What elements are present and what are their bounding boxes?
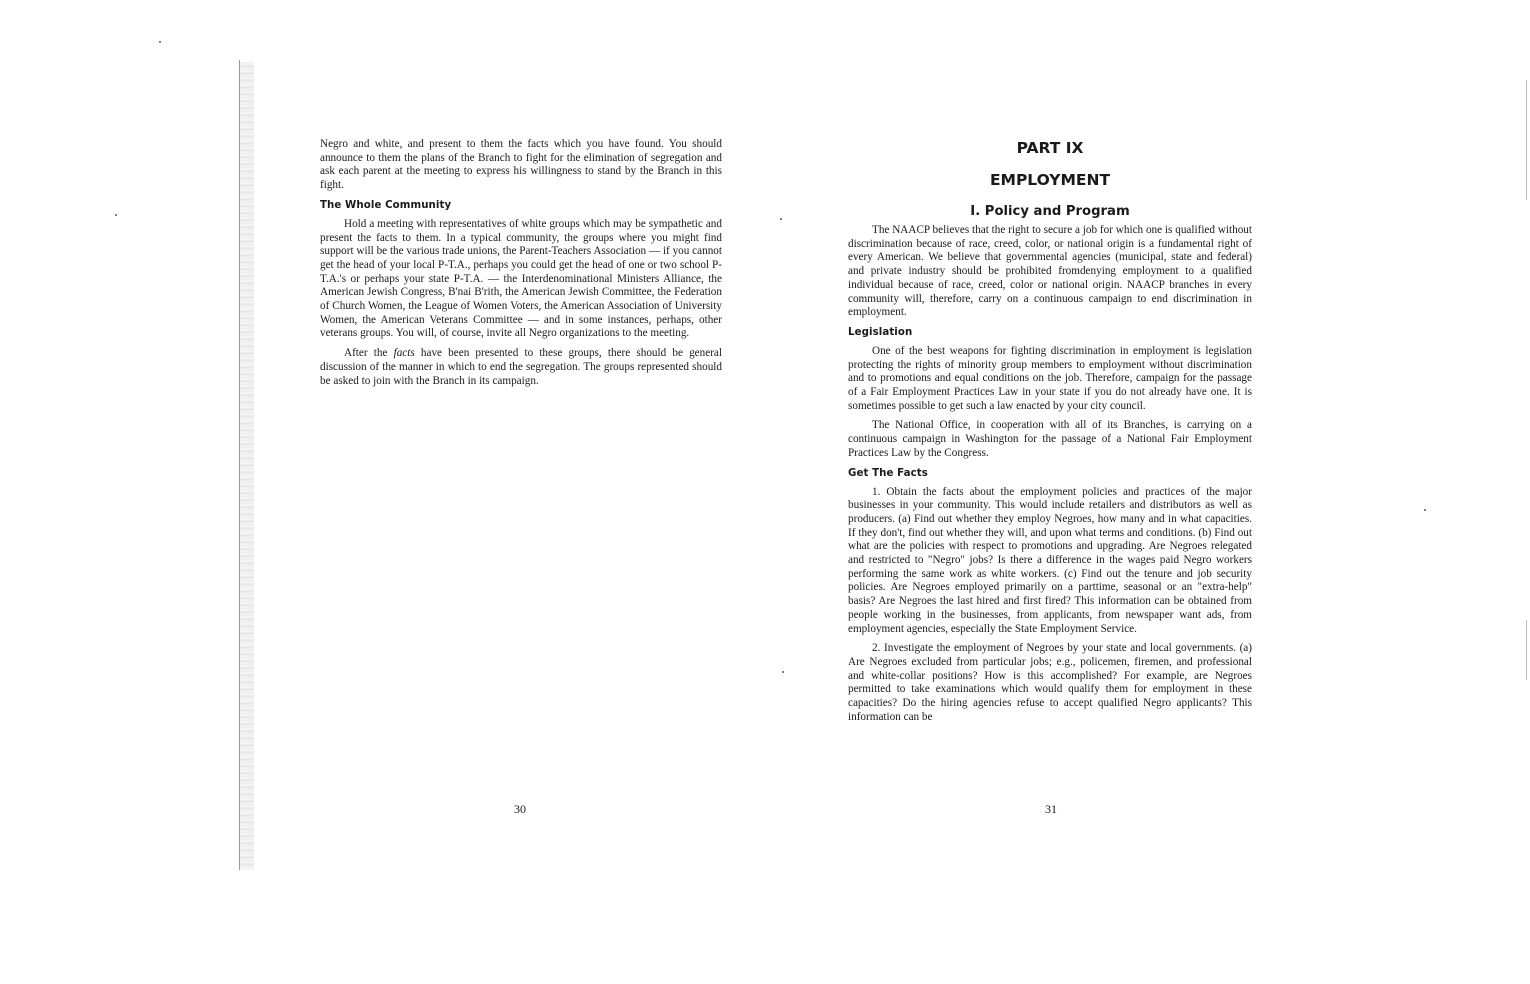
- chapter-title: EMPLOYMENT: [989, 171, 1111, 189]
- part-title: PART IX: [1016, 139, 1084, 157]
- text-run: After the: [344, 347, 394, 360]
- text-run: have been presented to these groups, there should be general discussion of the manner in which to end the segregation. The groups represented should be asked to join with the Branch in its campaign.: [320, 347, 722, 387]
- book-binding-shadow: [240, 62, 254, 870]
- section-title: I. Policy and Program: [970, 204, 1130, 219]
- paragraph-intro: Negro and white, and present to them the facts which you have found. You should announce to them the plans of the Branch to fight for the elimination of segregation and ask each parent at the meeting to express his willingness to stand by the Branch in this fight.: [320, 138, 722, 192]
- scan-speck: [115, 214, 117, 216]
- scan-speck: [782, 671, 784, 673]
- paragraph-policy: The NAACP believes that the right to secure a job for which one is qualified without discrimination because of race, creed, color, or national origin is a fundamental right of every American. We believe that governmental agencies (municipal, state and federal) and private industry should be prohibited fromdenying employment to a qualified individual because of race, creed, color or national origin. NAACP branches in every community will, therefore, carry on a continuous campaign to end discrimination in employment.: [848, 224, 1252, 319]
- right-page: [848, 138, 1252, 725]
- right-edge-mark: [1526, 620, 1527, 680]
- scan-speck: [159, 41, 161, 43]
- page-number-left: 30: [514, 802, 526, 816]
- scan-speck: [780, 218, 782, 220]
- paragraph-after-facts: [320, 347, 722, 388]
- right-edge-mark: [1526, 80, 1527, 200]
- heading-legislation: Legislation: [848, 326, 913, 338]
- paragraph-hold-meeting: Hold a meeting with representatives of white groups which may be sympathetic and present the facts to them. In a typical community, the groups where you might find support will be the various trade unions, the Parent-Teachers Association — if you cannot get the head of your local P-T.A., perhaps you could get the head of one or two school P-T.A.'s or perhaps your state P-T.A. — the Interdenominational Ministers Alliance, the American Jewish Congress, B'nai B'rith, the American Jewish Committee, the Federation of Church Women, the League of Women Voters, the American Association of University Women, the American Veterans Committee — and in some instances, perhaps, other veterans groups. You will, of course, invite all Negro organizations to the meeting.: [320, 217, 722, 340]
- left-page: [320, 138, 722, 388]
- italic-facts: facts: [393, 347, 415, 360]
- heading-whole-community: The Whole Community: [320, 199, 452, 211]
- heading-get-facts: Get The Facts: [848, 467, 928, 479]
- paragraph-legislation-2: The National Office, in cooperation with all of its Branches, is carrying on a continuous campaign in Washington for the passage of a National Fair Employment Practices Law by the Congress.: [848, 419, 1252, 459]
- paragraph-legislation-1: One of the best weapons for fighting discrimination in employment is legislation protecting the rights of minority group members to employment without discrimination and to promotions and equal conditions on the job. Therefore, campaign for the passage of a Fair Employment Practices Law in your state if you do not already have one. It is sometimes possible to get such a law enacted by your city council.: [848, 344, 1252, 412]
- scan-speck: [1424, 509, 1426, 511]
- page-number-right: 31: [1045, 802, 1057, 816]
- paragraph-facts-2: 2. Investigate the employment of Negroes by your state and local governments. (a) Are Negroes excluded from particular jobs; e.g., policemen, firemen, and professional and white-collar positions? How is this accomplished? For example, are Negroes permitted to take examinations which would qualify them for employment in these capacities? Do the hiring agencies refuse to accept qualified Negro applicants? This information can be: [848, 642, 1252, 723]
- paragraph-facts-1: 1. Obtain the facts about the employment policies and practices of the major businesses in your community. This would include retailers and distributors as well as producers. (a) Find out whether they employ Negroes, how many and in what capacities. If they don't, find out whether they will, and upon what terms and conditions. (b) Find out what are the policies with respect to promotions and upgrading. Are Negroes relegated and restricted to "Negro" jobs? Is there a difference in the wages paid Negro workers performing the same work as white workers. (c) Find out the tenure and job security policies. Are Negroes employed primarily on a parttime, seasonal or an "extra-help" basis? Are Negroes the last hired and first fired? This information can be obtained from people working in the businesses, from applicants, from newspaper want ads, from employment agencies, especially the State Employment Service.: [848, 485, 1252, 635]
